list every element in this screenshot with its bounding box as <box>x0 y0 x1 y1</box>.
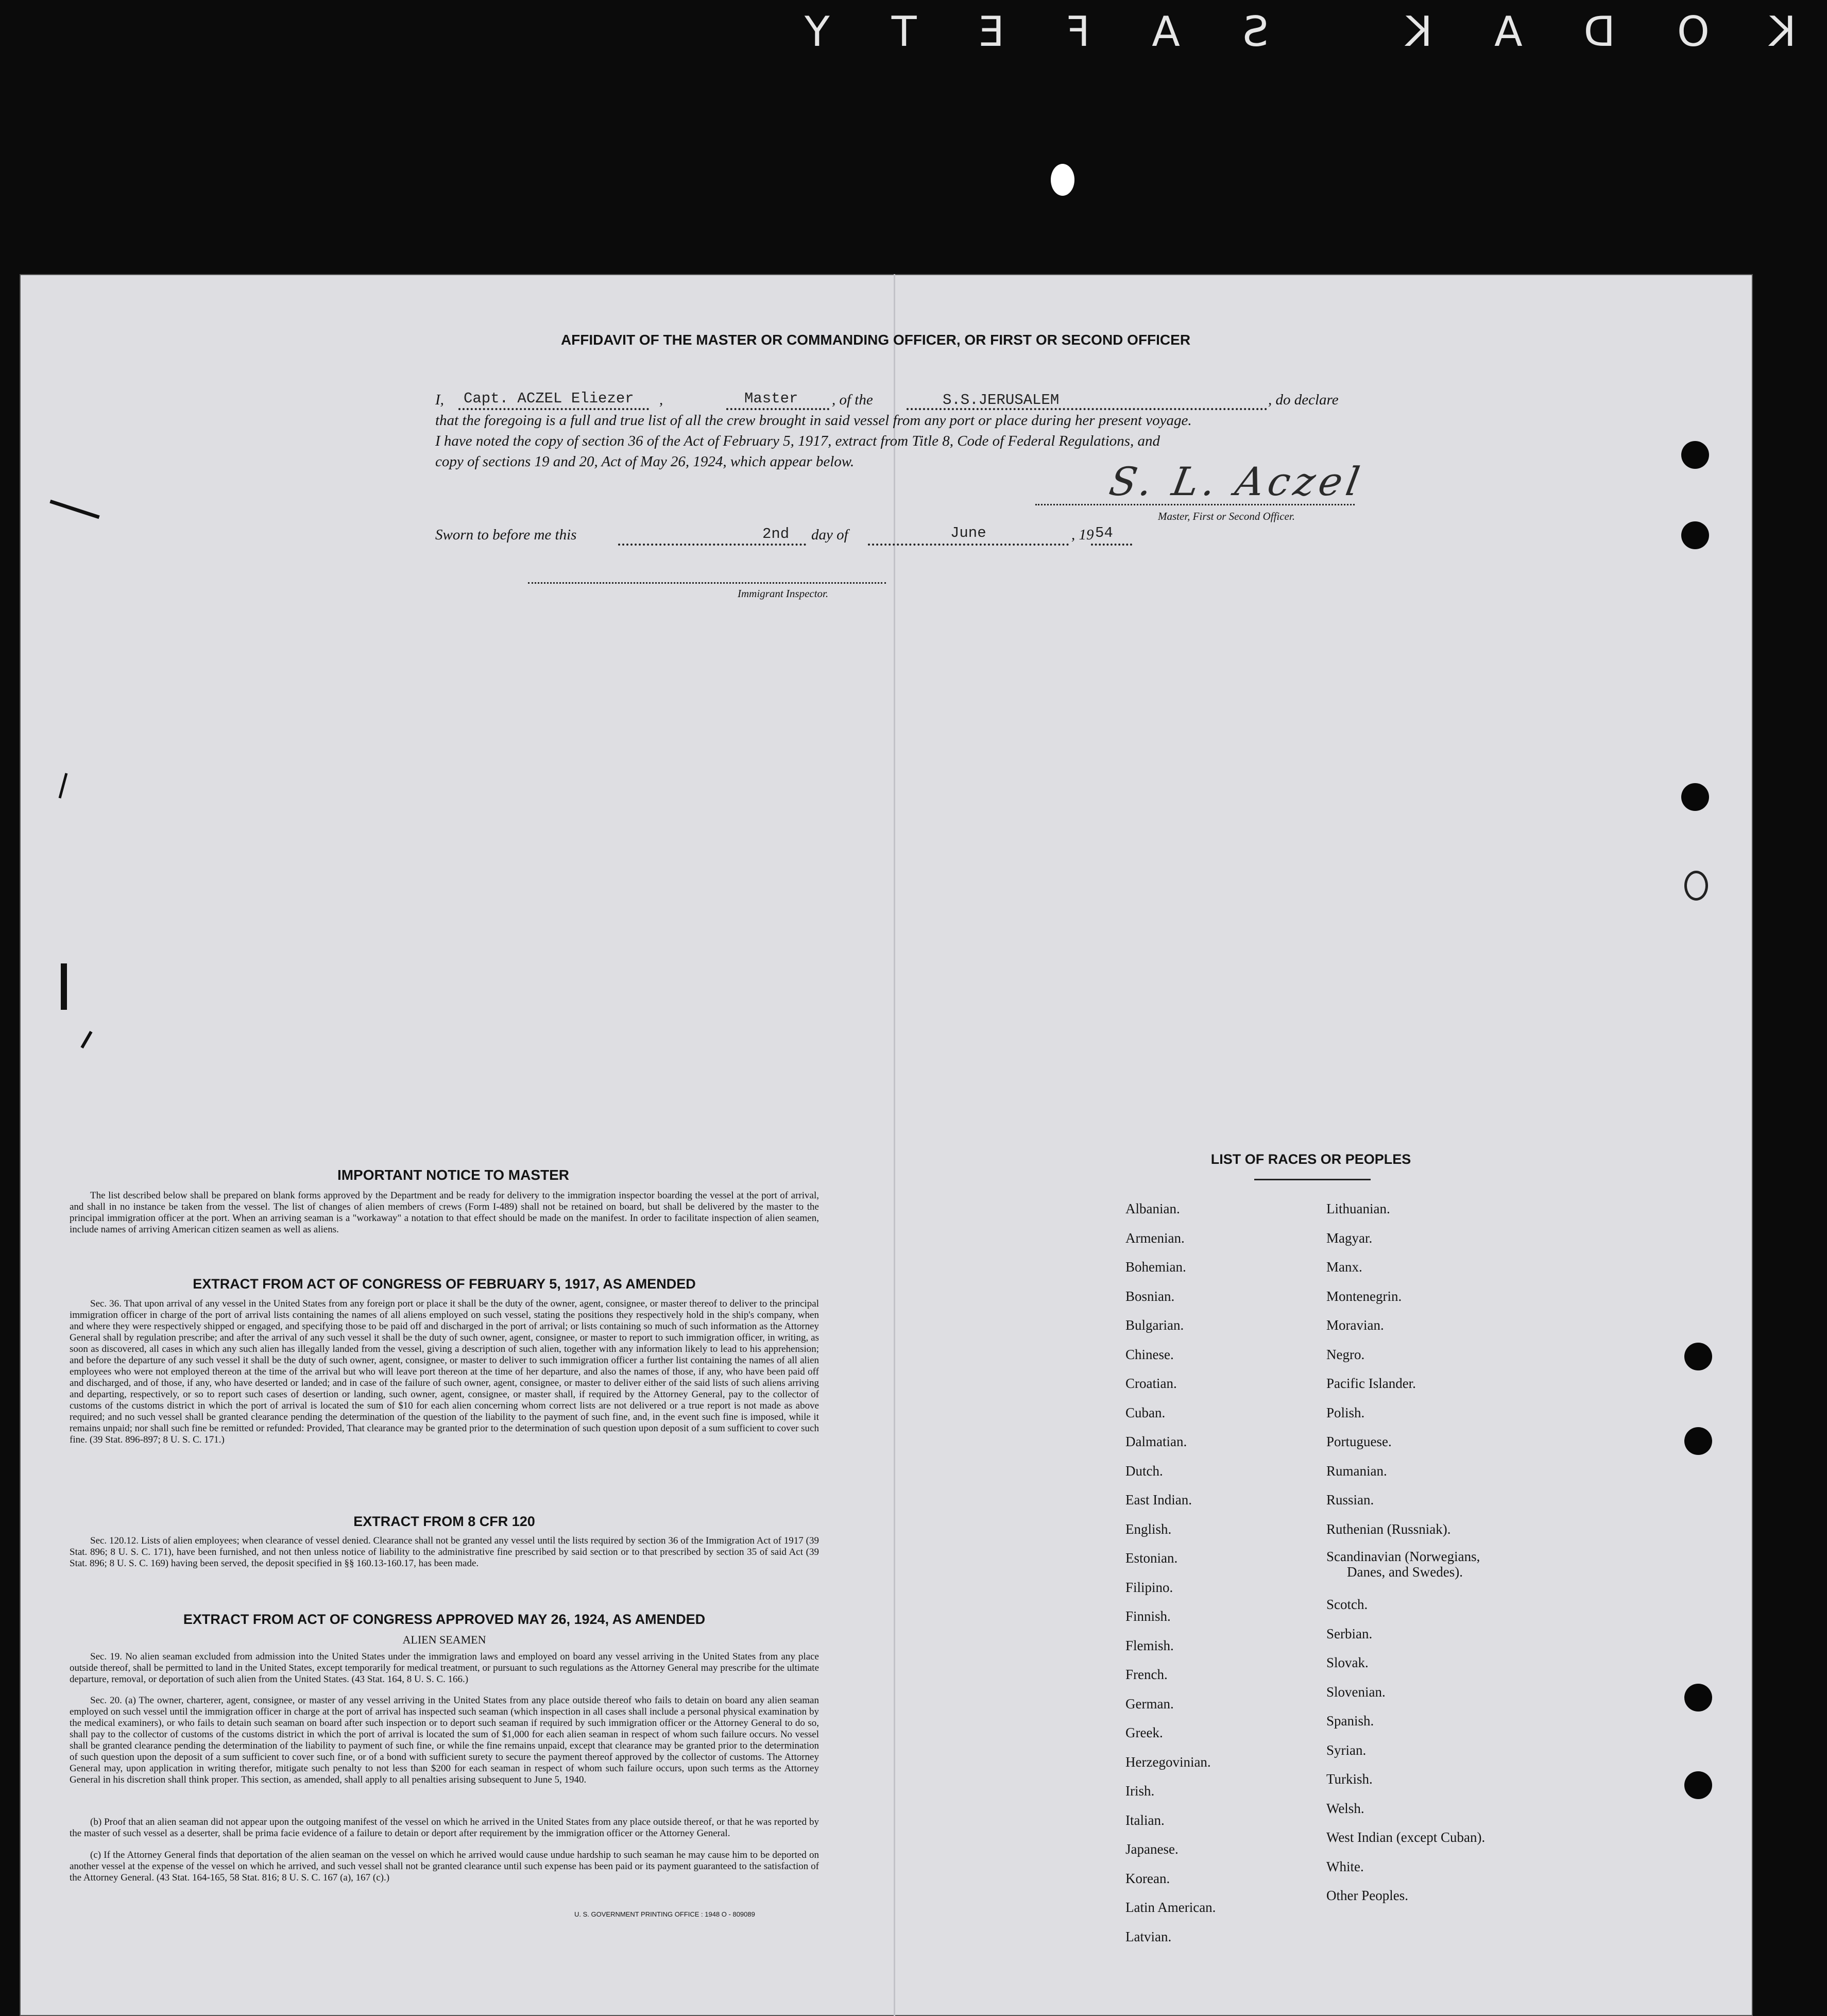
race-item: English. <box>1125 1521 1172 1537</box>
sec-19-body: Sec. 19. No alien seaman excluded from admission into the United States under the immigration laws and employed on board any vessel arriving in the United States from any place outside thereof, shall be permitted to land in the United States, except temporarily for medical treatment, or pursuant to such regulations as the Attorney General may prescribe for the ultimate departure, removal, or deportation of such alien from the United States. (43 Stat. 164, 8 U. S. C. 166.) <box>70 1651 819 1685</box>
race-item: Serbian. <box>1326 1625 1373 1641</box>
race-item: Dalmatian. <box>1125 1434 1187 1449</box>
race-item: Irish. <box>1125 1783 1155 1799</box>
day-of-text: day of <box>811 527 848 543</box>
punch-hole <box>1684 871 1708 901</box>
vessel-value: S.S.JERUSALEM <box>943 392 1060 409</box>
year-value: 54 <box>1095 524 1113 541</box>
race-item: Herzegovinian. <box>1125 1754 1211 1770</box>
race-item: Italian. <box>1125 1812 1165 1828</box>
race-item: Bosnian. <box>1125 1288 1175 1304</box>
race-item: Cuban. <box>1125 1404 1166 1420</box>
margin-mark <box>61 963 67 1010</box>
race-item: Estonian. <box>1125 1550 1178 1566</box>
rank-line <box>726 408 829 410</box>
sec-20b-body: (b) Proof that an alien seaman did not appear upon the outgoing manifest of the vessel on which he arrived in the United States from any place outside thereof, or that he was reported by the master of such vessel as a deserter, shall be prima facie evidence of a failure to detain or deport after requirement by the immigration officer or the Attorney General. <box>70 1817 819 1839</box>
race-item: Polish. <box>1326 1404 1365 1420</box>
signature-line <box>1035 504 1355 505</box>
race-item: Magyar. <box>1326 1230 1373 1246</box>
inspector-line <box>528 582 886 584</box>
race-item: Latvian. <box>1125 1928 1172 1944</box>
extract-1917-title: EXTRACT FROM ACT OF CONGRESS OF FEBRUARY 5, 1917, AS AMENDED <box>193 1276 696 1292</box>
race-item: Syrian. <box>1326 1742 1367 1758</box>
master-name-value: Capt. ACZEL Eliezer <box>464 390 634 407</box>
race-item: White. <box>1326 1858 1364 1874</box>
month-value: June <box>950 524 986 541</box>
master-name-line <box>458 408 649 410</box>
inspector-label: Immigrant Inspector. <box>738 587 829 600</box>
race-item: Albanian. <box>1125 1201 1180 1216</box>
vessel-line <box>907 408 1267 410</box>
race-item: Portuguese. <box>1326 1434 1392 1449</box>
punch-hole <box>1684 1427 1712 1455</box>
affidavit-intro: I, <box>435 392 444 408</box>
page-fold <box>894 274 895 2016</box>
race-item: West Indian (except Cuban). <box>1326 1829 1485 1845</box>
race-item: French. <box>1125 1667 1168 1682</box>
race-item: Spanish. <box>1326 1713 1374 1729</box>
races-right-column <box>1326 1194 1485 1910</box>
race-item: Finnish. <box>1125 1608 1171 1624</box>
race-item: Dutch. <box>1125 1463 1163 1479</box>
declare-text: , do declare <box>1268 392 1339 408</box>
race-item: Moravian. <box>1326 1317 1384 1333</box>
year-line <box>1091 544 1132 546</box>
sec-20c-body: (c) If the Attorney General finds that deportation of the alien seaman on the vessel on which he arrived would cause undue hardship to such seaman he may cause him to be deported on another vessel at the expense of the vessel on which he arrived, and such vessel shall not be granted clearance until such expense has been paid or its payment guaranteed to the satisfaction of the Attorney General. (43 Stat. 164-165, 58 Stat. 816; 8 U. S. C. 167 (a), 167 (c).) <box>70 1850 819 1883</box>
punch-hole <box>1681 521 1709 549</box>
extract-1917-body: Sec. 36. That upon arrival of any vessel in the United States from any foreign port or place it shall be the duty of the owner, agent, consignee, or master thereof to deliver to the principal immigration officer in charge of the port of arrival lists containing the names of all aliens employed on such vessel, stating the positions they respectively hold in the ship's company, when and where they were respectively shipped or engaged, and specifying those to be paid off and discharged in the port of arrival; or lists containing so much of such information as the Attorney General shall by regulation prescribe; and after the arrival of any such vessel it shall be the duty of such owner, agent, consignee, or master to report to such immigration officer, in writing, as soon as discovered, all cases in which any such alien has illegally landed from the vessel, giving a description of such alien, together with any information likely to lead to his apprehension; and before the departure of any such vessel it shall be the duty of such owner, agent, consignee, or master to deliver to such immigration officer a further list containing the names of all alien employees who were not employed thereon at the time of the arrival but who will leave port thereon at the time of her departure, and also the names of those, if any, who have been paid off and discharged, and of those, if any, who have deserted or landed; and in case of the failure of such owner, agent, consignee, or master to deliver either of the said lists of such aliens arriving and departing, respectively, or so to report such cases of desertion or landing, such owner, agent, consignee, or master shall, if required by the Attorney General, pay to the collector of customs of the customs district in which the port of arrival is located the sum of $10 for each alien concerning whom correct lists are not delivered or a true report is not made as above required; and no such vessel shall be granted clearance pending the determination of the question of the liability to the payment of such fine, and, in the event such fine is imposed, while it remains unpaid; nor shall such fine be remitted or refunded: Provided, That clearance may be granted prior to the determination of such question upon deposit of a sum sufficient to cover such fine. (39 Stat. 896-897; 8 U. S. C. 171.) <box>70 1298 819 1445</box>
signer-label: Master, First or Second Officer. <box>1158 510 1295 522</box>
film-edge-marking: KODAK SAFETY <box>742 8 1796 56</box>
punch-hole <box>1684 1684 1712 1712</box>
affidavit-line-4: copy of sections 19 and 20, Act of May 26, 1924, which appear below. <box>435 453 855 470</box>
race-item: Slovenian. <box>1326 1684 1386 1700</box>
year-prefix: , 19 <box>1071 527 1094 543</box>
races-title: LIST OF RACES OR PEOPLES <box>1210 1151 1411 1167</box>
race-item: Bulgarian. <box>1125 1317 1184 1333</box>
printing-office-note: U. S. GOVERNMENT PRINTING OFFICE : 1948 O - 809089 <box>574 1910 755 1918</box>
race-item: Manx. <box>1326 1259 1362 1275</box>
signature: S. L. Aczel <box>1106 459 1368 504</box>
race-item: Montenegrin. <box>1326 1288 1402 1304</box>
punch-hole <box>1684 1343 1712 1370</box>
race-item: Other Peoples. <box>1326 1888 1408 1903</box>
punch-hole <box>1681 441 1709 469</box>
race-item: Flemish. <box>1125 1637 1174 1653</box>
race-item: Scandinavian (Norwegians, <box>1326 1549 1480 1564</box>
race-item: Japanese. <box>1125 1841 1179 1857</box>
race-item: Armenian. <box>1125 1230 1185 1246</box>
alien-seamen-subtitle: ALIEN SEAMEN <box>402 1633 486 1646</box>
film-mark <box>1051 164 1074 196</box>
races-title-rule <box>1254 1179 1371 1180</box>
race-item: Pacific Islander. <box>1326 1376 1416 1391</box>
race-item: Rumanian. <box>1326 1463 1387 1479</box>
punch-hole <box>1681 783 1709 811</box>
extract-cfr-title: EXTRACT FROM 8 CFR 120 <box>353 1514 535 1529</box>
race-item: Korean. <box>1125 1870 1170 1886</box>
race-item: Russian. <box>1326 1492 1374 1507</box>
notice-title: IMPORTANT NOTICE TO MASTER <box>337 1167 570 1183</box>
race-item: Greek. <box>1125 1725 1163 1740</box>
race-item: Chinese. <box>1125 1346 1174 1362</box>
sworn-text: Sworn to before me this <box>435 527 577 543</box>
affidavit-line-2: that the foregoing is a full and true list of all the crew brought in said vessel from any port or place during her present voyage. <box>435 412 1192 429</box>
race-item: Latin American. <box>1125 1900 1216 1915</box>
race-item: Slovak. <box>1326 1655 1369 1670</box>
race-item: Scotch. <box>1326 1597 1368 1612</box>
race-item: Danes, and Swedes). <box>1347 1564 1463 1580</box>
race-item: East Indian. <box>1125 1492 1192 1507</box>
race-item: Bohemian. <box>1125 1259 1186 1275</box>
race-item: German. <box>1125 1696 1174 1712</box>
affidavit-line-3: I have noted the copy of section 36 of the Act of February 5, 1917, extract from Title 8, Code of Federal Regulations, and <box>435 433 1160 449</box>
comma-text: , <box>659 392 663 408</box>
race-item: Croatian. <box>1125 1376 1177 1391</box>
extract-cfr-body: Sec. 120.12. Lists of alien employees; when clearance of vessel denied. Clearance shall not be granted any vessel until the lists required by section 36 of the Immigration Act of 1917 (39 Stat. 896; 8 U. S. C. 171), have been furnished, and not then unless notice of liability to the administrative fine prescribed by said section or to that prescribed by section 35 of said Act (39 Stat. 896; 8 U. S. C. 169) having been served, the deposit specified in §§ 160.13-160.17, has been made. <box>70 1535 819 1569</box>
rank-value: Master <box>744 390 798 407</box>
race-item: Lithuanian. <box>1326 1201 1390 1216</box>
extract-1924-title: EXTRACT FROM ACT OF CONGRESS APPROVED MAY 26, 1924, AS AMENDED <box>183 1612 706 1627</box>
race-item: Negro. <box>1326 1346 1365 1362</box>
races-left-column <box>1125 1194 1216 1951</box>
notice-body: The list described below shall be prepared on blank forms approved by the Department and be ready for delivery to the immigration inspector boarding the vessel at the port of arrival, and shall in no instance be taken from the vessel. The list of changes of alien members of crews (Form I-489) shall not be retained on board, but shall be delivered by the master to the principal immigration officer at the port. When an arriving seaman is a "workaway" a notation to that effect should be made on the manifest. In order to facilitate inspection of alien seamen, include names of arriving American citizen seamen as well as aliens. <box>70 1190 819 1235</box>
punch-hole <box>1684 1771 1712 1799</box>
sec-20a-body: Sec. 20. (a) The owner, charterer, agent, consignee, or master of any vessel arriving in the United States from any place outside thereof who fails to detain on board any alien seaman employed on such vessel until the immigration officer in charge at the port of arrival has inspected such seaman (which inspection in all cases shall include a personal physical examination by the medical examiners), or who fails to detain such seaman on board after such inspection or to deport such seaman if required by such immigration officer or the Attorney General to do so, shall pay to the collector of customs of the customs district in which the port of arrival is located the sum of $1,000 for each alien seaman in respect of whom such failure occurs. No vessel shall be granted clearance pending the determination of the liability to payment of such fine, or while the fine remains unpaid, except that clearance may be granted prior to the determination of such question upon the deposit of a sum sufficient to cover such fine, or of a bond with sufficient surety to secure the payment thereof approved by the collector of customs. The Attorney General may, upon application in writing therefor, mitigate such penalty to not less than $200 for each seaman in respect of whom such failure occurs, upon such terms as the Attorney General in his discretion shall think proper. This section, as amended, shall apply to all penalties arising subsequent to June 5, 1940. <box>70 1695 819 1785</box>
race-item: Turkish. <box>1326 1771 1373 1787</box>
affidavit-title: AFFIDAVIT OF THE MASTER OR COMMANDING OFFICER, OR FIRST OR SECOND OFFICER <box>560 332 1191 348</box>
race-item: Ruthenian (Russniak). <box>1326 1521 1451 1537</box>
month-line <box>868 544 1069 546</box>
of-the-text: , of the <box>832 392 873 408</box>
day-line <box>618 544 806 546</box>
race-item: Filipino. <box>1125 1579 1173 1595</box>
day-value: 2nd <box>762 526 790 543</box>
race-item: Welsh. <box>1326 1800 1364 1816</box>
